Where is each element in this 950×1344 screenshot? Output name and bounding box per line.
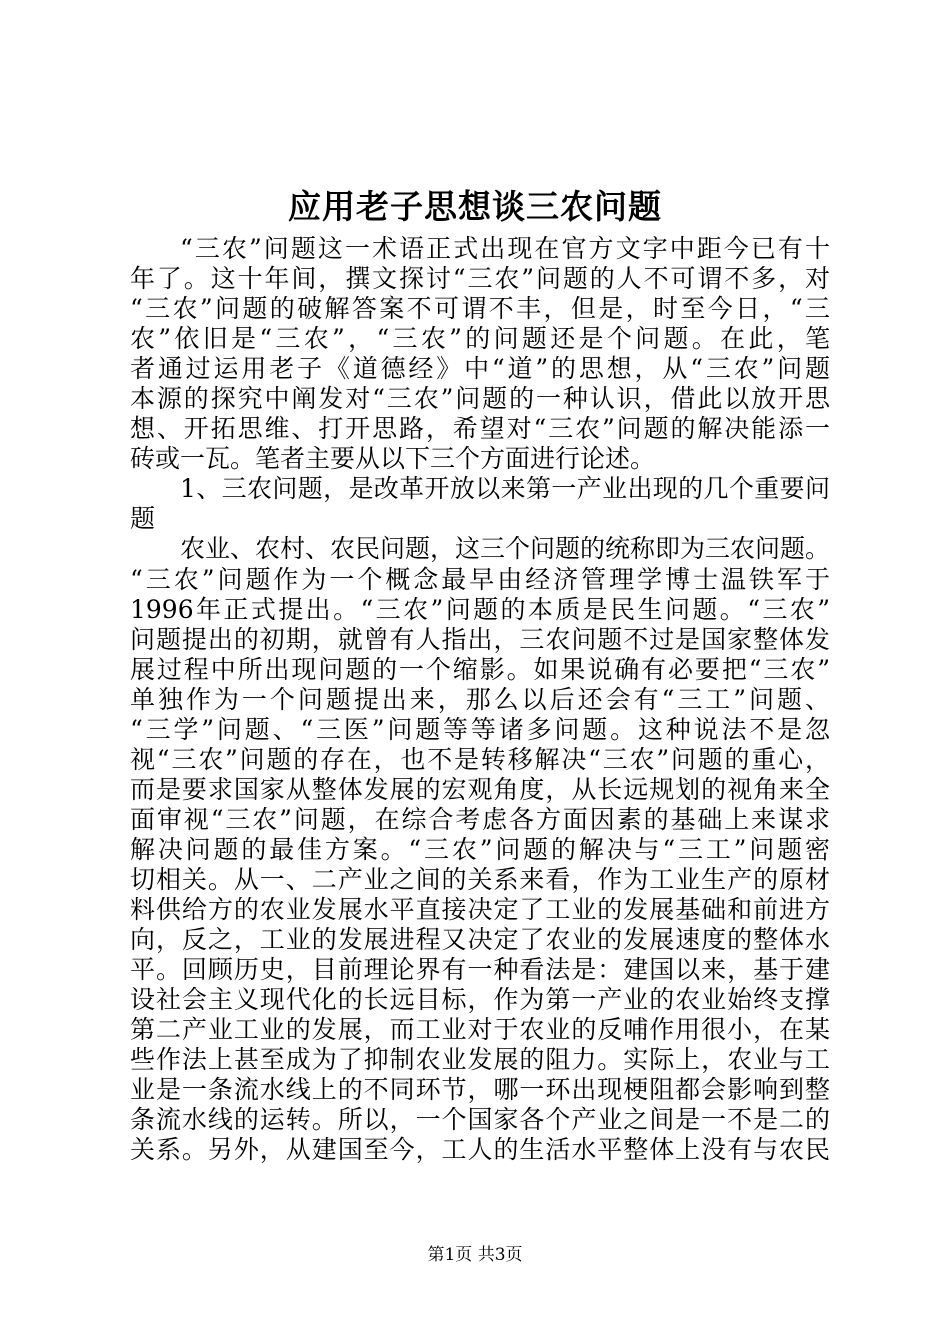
- paragraph-line: 者通过运用老子《道德经》中“道”的思想，从“三农”问题: [130, 354, 830, 384]
- paragraph-line: “三农”问题作为一个概念最早由经济管理学博士温铁军于: [130, 564, 830, 594]
- paragraph-line: 第二产业工业的发展，而工业对于农业的反哺作用很小，在某: [130, 1015, 830, 1045]
- section-heading-line: 题: [130, 504, 156, 534]
- paragraph-line: 单独作为一个问题提出来，那么以后还会有“三工”问题、: [130, 684, 830, 714]
- paragraph-line: 条流水线的运转。所以，一个国家各个产业之间是一不是二的: [130, 1105, 830, 1135]
- paragraph-line: 想、开拓思维、打开思路，希望对“三农”问题的解决能添一: [130, 414, 830, 444]
- paragraph-line: 展过程中所出现问题的一个缩影。如果说确有必要把“三农”: [130, 654, 830, 684]
- paragraph-line: 设社会主义现代化的长远目标，作为第一产业的农业始终支撑: [130, 985, 830, 1015]
- paragraph-line: 农”依旧是“三农”，“三农”的问题还是个问题。在此，笔: [130, 324, 830, 354]
- paragraph-line: 1996年正式提出。“三农”问题的本质是民生问题。“三农”: [130, 594, 830, 624]
- paragraph-line: 而是要求国家从整体发展的宏观角度，从长远规划的视角来全: [130, 774, 830, 804]
- paragraph-line: 平。回顾历史，目前理论界有一种看法是：建国以来，基于建: [130, 955, 830, 985]
- paragraph-line: 向，反之，工业的发展进程又决定了农业的发展速度的整体水: [130, 925, 830, 955]
- paragraph-line: 年了。这十年间，撰文探讨“三农”问题的人不可谓不多，对: [130, 264, 830, 294]
- paragraph-line: 农业、农村、农民问题，这三个问题的统称即为三农问题。: [180, 534, 831, 564]
- paragraph-line: 料供给方的农业发展水平直接决定了工业的发展基础和前进方: [130, 895, 830, 925]
- paragraph-line: 面审视“三农”问题，在综合考虑各方面因素的基础上来谋求: [130, 804, 830, 834]
- paragraph-line: 解决问题的最佳方案。“三农”问题的解决与“三工”问题密: [130, 834, 830, 864]
- paragraph-line: 切相关。从一、二产业之间的关系来看，作为工业生产的原材: [130, 864, 830, 894]
- paragraph-line: 关系。另外，从建国至今，工人的生活水平整体上没有与农民: [130, 1135, 830, 1165]
- paragraph-line: 些作法上甚至成为了抑制农业发展的阻力。实际上，农业与工: [130, 1045, 830, 1075]
- paragraph-line: 视“三农”问题的存在，也不是转移解决“三农”问题的重心，: [130, 744, 830, 774]
- paragraph-line: “三农”问题这一术语正式出现在官方文字中距今已有十: [180, 234, 830, 263]
- paragraph-line: 业是一条流水线上的不同环节，哪一环出现梗阻都会影响到整: [130, 1075, 830, 1105]
- paragraph-line: “三农”问题的破解答案不可谓不丰，但是，时至今日，“三: [130, 294, 830, 324]
- page-number-footer: 第1页 共3页: [427, 1245, 523, 1265]
- document-title: 应用老子思想谈三农问题: [288, 187, 662, 226]
- paragraph-line: 问题提出的初期，就曾有人指出，三农问题不过是国家整体发: [130, 624, 830, 654]
- document-body: [130, 234, 830, 1165]
- paragraph-line: 本源的探究中阐发对“三农”问题的一种认识，借此以放开思: [130, 384, 830, 414]
- paragraph-line: “三学”问题、“三医”问题等等诸多问题。这种说法不是忽: [130, 714, 830, 744]
- paragraph-line: 砖或一瓦。笔者主要从以下三个方面进行论述。: [130, 444, 656, 474]
- section-heading-line: 1、三农问题，是改革开放以来第一产业出现的几个重要问: [180, 474, 830, 504]
